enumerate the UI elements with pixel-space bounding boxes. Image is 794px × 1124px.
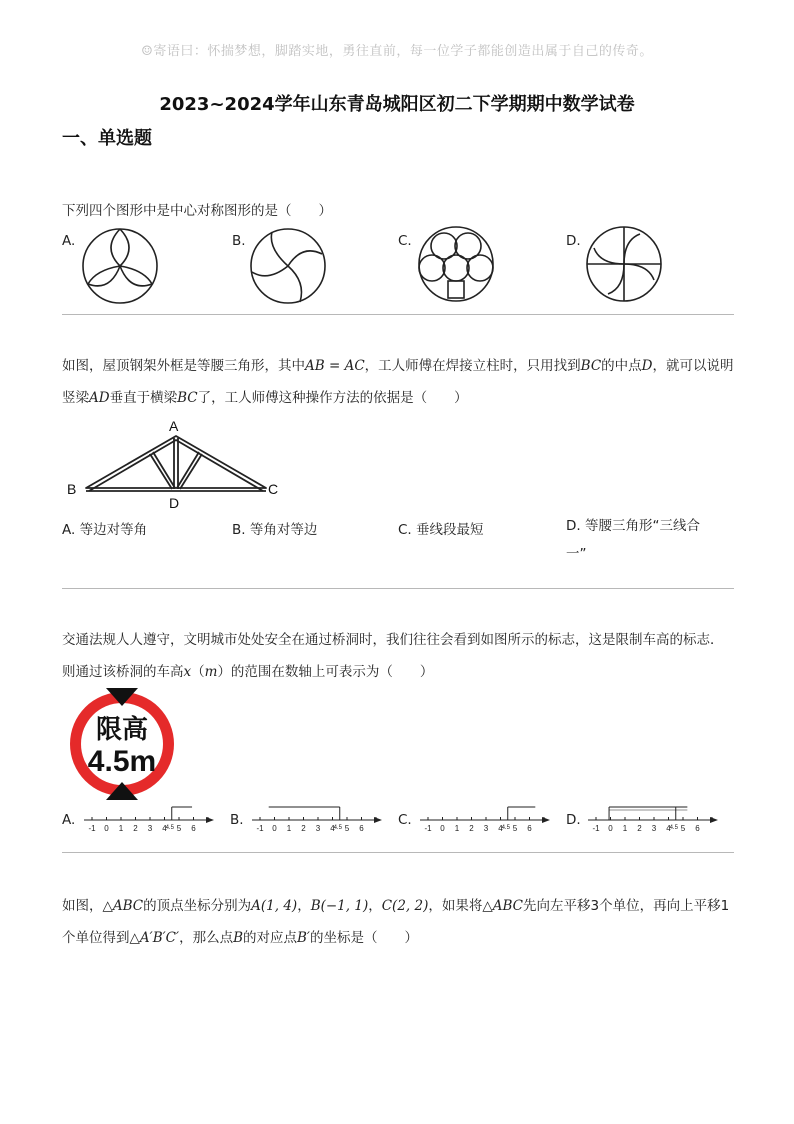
tick-label: 0: [272, 824, 277, 833]
q2-option-a[interactable]: A. 等边对等角: [62, 522, 148, 538]
tick-label: 5: [680, 824, 686, 833]
tick-label: 2: [469, 824, 474, 833]
tick-label: 4: [666, 824, 671, 833]
q2-option-d[interactable]: D. 等腰三角形“三线合一”: [566, 518, 700, 562]
tick-label: 3: [651, 824, 657, 833]
tick-label: 0: [608, 824, 613, 833]
tick-label: -1: [256, 824, 264, 833]
q2-option-b[interactable]: B. 等角对等边: [232, 522, 318, 538]
axis-arrow: [710, 817, 718, 823]
q3-option-d-numberline: [586, 800, 722, 836]
vertex-label-b: B: [67, 481, 77, 497]
tick-label: 5: [344, 824, 350, 833]
q3-option-c-label[interactable]: C.: [398, 812, 412, 828]
tick-label: 5: [512, 824, 518, 833]
vertex-label-d: D: [169, 495, 180, 511]
q3-option-b-numberline: [250, 800, 386, 836]
question-3-stem: 交通法规人人遵守，文明城市处处安全在通过桥洞时，我们往往会看到如图所示的标志，这是限制车高的标志．则通过该桥洞的车高x（m）的范围在数轴上可表示为（ ）: [62, 632, 724, 680]
q3-option-a-label[interactable]: A.: [62, 812, 76, 828]
q3-option-d-label[interactable]: D.: [566, 812, 581, 828]
question-2-stem: 如图，屋顶钢架外框是等腰三角形，其中AB = AC，工人师傅在焊接立柱时，只用找到BC的中点D，就可以说明竖梁AD垂直于横梁BC了，工人师傅这种操作方法的依据是（ ）: [62, 358, 734, 406]
tick-label: 4.5: [669, 825, 678, 831]
tick-label: 3: [315, 824, 321, 833]
tick-label: 3: [147, 824, 153, 833]
tick-label: 6: [191, 824, 196, 833]
sign-text-bottom: 4.5m: [87, 745, 157, 778]
question-4-stem: 如图，△ABC的顶点坐标分别为A(1, 4)，B(−1, 1)，C(2, 2)，如果将△ABC先向左平移3个单位，再向上平移1个单位得到△A′B′C′，那么点B的对应点B′的坐标是（ ）: [62, 898, 730, 946]
tick-label: 4: [162, 824, 167, 833]
tick-label: 2: [637, 824, 642, 833]
q1-option-a-figure: [80, 226, 160, 306]
tick-label: 1: [454, 824, 460, 833]
vertex-label-c: C: [268, 481, 279, 497]
vertex-label-a: A: [169, 418, 179, 434]
axis-arrow: [374, 817, 382, 823]
tick-label: 4.5: [165, 825, 174, 831]
tick-label: -1: [592, 824, 600, 833]
axis-arrow: [206, 817, 214, 823]
tick-label: 4: [330, 824, 335, 833]
separator-3: [62, 852, 734, 853]
section-title: 一、单选题: [62, 128, 152, 149]
q1-option-c-figure: [416, 224, 496, 304]
roof-truss-figure: [62, 416, 292, 514]
q1-option-b-figure: [248, 226, 328, 306]
q2-option-c[interactable]: C. 垂线段最短: [398, 522, 484, 538]
tick-label: 4: [498, 824, 503, 833]
q1-option-c-label[interactable]: C.: [398, 233, 412, 249]
tick-label: 5: [176, 824, 182, 833]
tick-label: -1: [424, 824, 432, 833]
tick-label: 4.5: [501, 825, 510, 831]
page-title: 2023~2024学年山东青岛城阳区初二下学期期中数学试卷: [159, 94, 635, 115]
axis-arrow: [542, 817, 550, 823]
tick-label: 6: [359, 824, 364, 833]
sign-text-top: 限高: [95, 714, 149, 744]
tick-label: 1: [622, 824, 628, 833]
tick-label: 1: [286, 824, 292, 833]
question-1-stem: 下列四个图形中是中心对称图形的是（ ）: [62, 203, 332, 219]
q3-option-a-numberline: [82, 800, 218, 836]
tick-label: 1: [118, 824, 124, 833]
tick-label: 3: [483, 824, 489, 833]
tick-label: 6: [695, 824, 700, 833]
q1-option-a-label[interactable]: A.: [62, 233, 76, 249]
q3-option-c-numberline: [418, 800, 554, 836]
q1-option-d-figure: [584, 224, 664, 304]
q3-option-b-label[interactable]: B.: [230, 812, 244, 828]
tick-label: 6: [527, 824, 532, 833]
separator-2: [62, 588, 734, 589]
tick-label: 2: [301, 824, 306, 833]
tick-label: 4.5: [333, 825, 342, 831]
q1-option-d-label[interactable]: D.: [566, 233, 581, 249]
tick-label: 2: [133, 824, 138, 833]
q1-option-b-label[interactable]: B.: [232, 233, 246, 249]
separator-1: [62, 314, 734, 315]
tick-label: -1: [88, 824, 96, 833]
motto-header: ☺寄语曰：怀揣梦想，脚踏实地，勇往直前，每一位学子都能创造出属于自己的传奇。: [141, 44, 653, 59]
tick-label: 0: [440, 824, 445, 833]
height-limit-sign: [62, 686, 182, 802]
tick-label: 0: [104, 824, 109, 833]
